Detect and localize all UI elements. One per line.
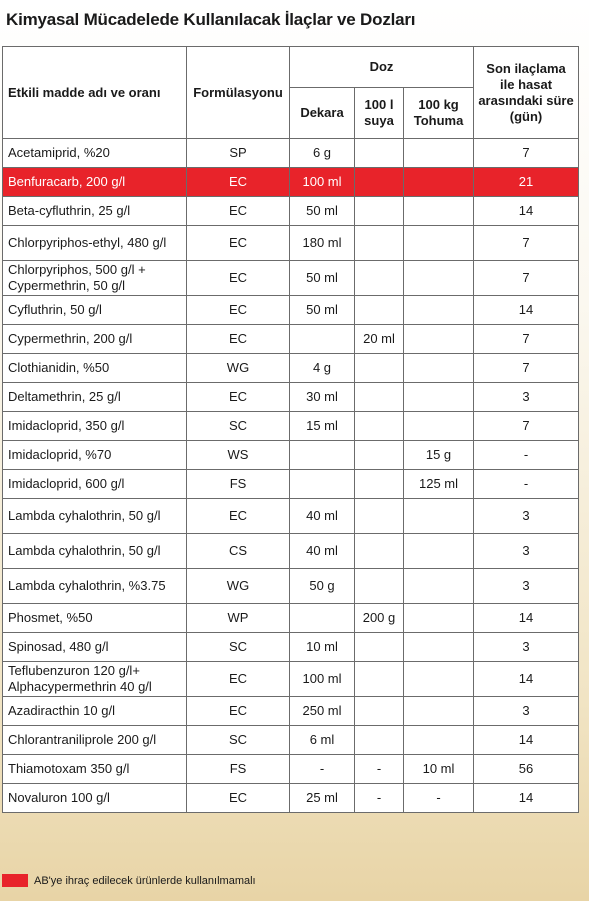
cell-dose-water (355, 534, 404, 569)
cell-formulation: EC (187, 784, 290, 813)
cell-active-ingredient: Acetamiprid, %20 (3, 139, 187, 168)
cell-dose-seed (404, 139, 474, 168)
cell-harvest-days: 3 (474, 569, 579, 604)
pesticide-table (2, 46, 579, 813)
cell-formulation: EC (187, 261, 290, 296)
page-title: Kimyasal Mücadelede Kullanılacak İlaçlar ve Dozları (6, 10, 416, 29)
cell-harvest-days: 3 (474, 633, 579, 662)
cell-dose-water (355, 354, 404, 383)
table-row (3, 412, 579, 441)
table-row (3, 697, 579, 726)
cell-active-ingredient: Chlorpyriphos-ethyl, 480 g/l (3, 226, 187, 261)
table-row (3, 296, 579, 325)
cell-dose-dekara: 40 ml (290, 499, 355, 534)
cell-active-ingredient: Cypermethrin, 200 g/l (3, 325, 187, 354)
cell-harvest-days: 3 (474, 697, 579, 726)
cell-dose-seed (404, 569, 474, 604)
cell-active-ingredient: Lambda cyhalothrin, 50 g/l (3, 499, 187, 534)
table-row (3, 168, 579, 197)
cell-harvest-days: 3 (474, 383, 579, 412)
table-row (3, 261, 579, 296)
cell-dose-seed (404, 697, 474, 726)
table-row (3, 662, 579, 697)
cell-dose-seed (404, 197, 474, 226)
cell-dose-seed: 10 ml (404, 755, 474, 784)
header-active-ingredient: Etkili madde adı ve oranı (3, 47, 187, 139)
table-row (3, 139, 579, 168)
cell-dose-seed (404, 499, 474, 534)
cell-dose-dekara: 40 ml (290, 534, 355, 569)
header-formulation: Formülasyonu (187, 47, 290, 139)
cell-dose-seed (404, 662, 474, 697)
cell-dose-water: 200 g (355, 604, 404, 633)
table-row (3, 470, 579, 499)
cell-formulation: EC (187, 226, 290, 261)
cell-active-ingredient: Beta-cyfluthrin, 25 g/l (3, 197, 187, 226)
cell-dose-dekara: 30 ml (290, 383, 355, 412)
table-row (3, 569, 579, 604)
cell-formulation: WG (187, 354, 290, 383)
cell-formulation: EC (187, 325, 290, 354)
cell-dose-seed: 125 ml (404, 470, 474, 499)
cell-formulation: EC (187, 197, 290, 226)
header-dose: Doz (290, 47, 474, 88)
cell-dose-dekara: 6 g (290, 139, 355, 168)
cell-dose-dekara: 100 ml (290, 662, 355, 697)
cell-harvest-days: 14 (474, 604, 579, 633)
cell-dose-dekara (290, 470, 355, 499)
cell-dose-water: 20 ml (355, 325, 404, 354)
cell-dose-dekara (290, 325, 355, 354)
cell-dose-water (355, 226, 404, 261)
cell-harvest-days: 56 (474, 755, 579, 784)
cell-harvest-days: 7 (474, 261, 579, 296)
header-water: 100 l suya (355, 88, 404, 139)
cell-active-ingredient: Cyfluthrin, 50 g/l (3, 296, 187, 325)
cell-dose-seed (404, 633, 474, 662)
cell-dose-dekara: 25 ml (290, 784, 355, 813)
cell-dose-seed (404, 534, 474, 569)
table-row (3, 604, 579, 633)
cell-harvest-days: 21 (474, 168, 579, 197)
cell-dose-seed (404, 168, 474, 197)
cell-dose-dekara: 6 ml (290, 726, 355, 755)
cell-active-ingredient: Lambda cyhalothrin, %3.75 (3, 569, 187, 604)
cell-formulation: EC (187, 697, 290, 726)
cell-active-ingredient: Imidacloprid, 600 g/l (3, 470, 187, 499)
cell-dose-water: - (355, 784, 404, 813)
cell-dose-seed (404, 261, 474, 296)
cell-dose-water (355, 412, 404, 441)
table-body (3, 139, 579, 813)
cell-formulation: SC (187, 633, 290, 662)
cell-dose-water (355, 633, 404, 662)
cell-formulation: EC (187, 168, 290, 197)
cell-harvest-days: 14 (474, 662, 579, 697)
cell-dose-water (355, 261, 404, 296)
cell-harvest-days: 7 (474, 412, 579, 441)
cell-dose-dekara: 50 ml (290, 296, 355, 325)
cell-dose-seed (404, 226, 474, 261)
cell-dose-seed (404, 726, 474, 755)
cell-harvest-days: 7 (474, 325, 579, 354)
cell-active-ingredient: Clothianidin, %50 (3, 354, 187, 383)
cell-harvest-days: 7 (474, 139, 579, 168)
cell-dose-water (355, 499, 404, 534)
cell-dose-seed (404, 604, 474, 633)
cell-dose-dekara: 180 ml (290, 226, 355, 261)
cell-active-ingredient: Lambda cyhalothrin, 50 g/l (3, 534, 187, 569)
cell-harvest-days: 14 (474, 296, 579, 325)
table-row (3, 534, 579, 569)
table-row (3, 499, 579, 534)
table-row (3, 226, 579, 261)
cell-dose-seed (404, 296, 474, 325)
cell-harvest-days: 14 (474, 197, 579, 226)
cell-dose-dekara: - (290, 755, 355, 784)
cell-dose-water (355, 662, 404, 697)
cell-formulation: EC (187, 383, 290, 412)
cell-formulation: SC (187, 412, 290, 441)
legend (2, 874, 256, 887)
cell-dose-water (355, 168, 404, 197)
cell-harvest-days: 14 (474, 784, 579, 813)
cell-active-ingredient: Imidacloprid, 350 g/l (3, 412, 187, 441)
cell-active-ingredient: Spinosad, 480 g/l (3, 633, 187, 662)
cell-dose-dekara: 10 ml (290, 633, 355, 662)
cell-active-ingredient: Benfuracarb, 200 g/l (3, 168, 187, 197)
cell-active-ingredient: Chlorpyriphos, 500 g/l + Cypermethrin, 50 g/l (3, 261, 187, 296)
cell-formulation: EC (187, 296, 290, 325)
cell-dose-dekara: 250 ml (290, 697, 355, 726)
cell-formulation: CS (187, 534, 290, 569)
cell-formulation: WP (187, 604, 290, 633)
cell-dose-dekara: 4 g (290, 354, 355, 383)
cell-dose-dekara: 100 ml (290, 168, 355, 197)
cell-dose-water: - (355, 755, 404, 784)
cell-harvest-days: 3 (474, 499, 579, 534)
cell-dose-water (355, 441, 404, 470)
legend-swatch (2, 874, 28, 887)
cell-formulation: EC (187, 662, 290, 697)
cell-active-ingredient: Chlorantraniliprole 200 g/l (3, 726, 187, 755)
table-row (3, 784, 579, 813)
cell-dose-seed (404, 325, 474, 354)
cell-dose-dekara: 50 ml (290, 261, 355, 296)
cell-harvest-days: 3 (474, 534, 579, 569)
header-harvest-interval: Son ilaçlama ile hasat arasındaki süre (gün) (474, 47, 579, 139)
cell-formulation: EC (187, 499, 290, 534)
cell-dose-seed: 15 g (404, 441, 474, 470)
cell-dose-seed: - (404, 784, 474, 813)
cell-active-ingredient: Imidacloprid, %70 (3, 441, 187, 470)
cell-dose-dekara: 15 ml (290, 412, 355, 441)
cell-dose-seed (404, 354, 474, 383)
cell-dose-water (355, 296, 404, 325)
cell-active-ingredient: Azadiracthin 10 g/l (3, 697, 187, 726)
cell-harvest-days: - (474, 470, 579, 499)
table-row (3, 354, 579, 383)
table-row (3, 325, 579, 354)
table-row (3, 383, 579, 412)
cell-formulation: WG (187, 569, 290, 604)
cell-formulation: WS (187, 441, 290, 470)
table-row (3, 755, 579, 784)
cell-harvest-days: 7 (474, 226, 579, 261)
cell-active-ingredient: Deltamethrin, 25 g/l (3, 383, 187, 412)
cell-active-ingredient: Novaluron 100 g/l (3, 784, 187, 813)
table-row (3, 726, 579, 755)
cell-dose-water (355, 697, 404, 726)
legend-text: AB'ye ihraç edilecek ürünlerde kullanılmamalı (34, 874, 256, 887)
cell-harvest-days: 7 (474, 354, 579, 383)
table-row (3, 197, 579, 226)
table-row (3, 633, 579, 662)
cell-dose-seed (404, 412, 474, 441)
header-seed: 100 kg Tohuma (404, 88, 474, 139)
cell-dose-seed (404, 383, 474, 412)
cell-harvest-days: - (474, 441, 579, 470)
cell-dose-dekara: 50 ml (290, 197, 355, 226)
cell-dose-dekara (290, 604, 355, 633)
cell-dose-dekara: 50 g (290, 569, 355, 604)
table-row (3, 441, 579, 470)
cell-dose-water (355, 470, 404, 499)
cell-dose-water (355, 383, 404, 412)
header-dekara: Dekara (290, 88, 355, 139)
cell-formulation: SC (187, 726, 290, 755)
cell-dose-dekara (290, 441, 355, 470)
cell-formulation: FS (187, 755, 290, 784)
cell-dose-water (355, 139, 404, 168)
cell-dose-water (355, 197, 404, 226)
cell-active-ingredient: Thiamotoxam 350 g/l (3, 755, 187, 784)
cell-dose-water (355, 726, 404, 755)
cell-active-ingredient: Phosmet, %50 (3, 604, 187, 633)
cell-harvest-days: 14 (474, 726, 579, 755)
cell-dose-water (355, 569, 404, 604)
cell-active-ingredient: Teflubenzuron 120 g/l+ Alphacypermethrin 40 g/l (3, 662, 187, 697)
cell-formulation: FS (187, 470, 290, 499)
cell-formulation: SP (187, 139, 290, 168)
